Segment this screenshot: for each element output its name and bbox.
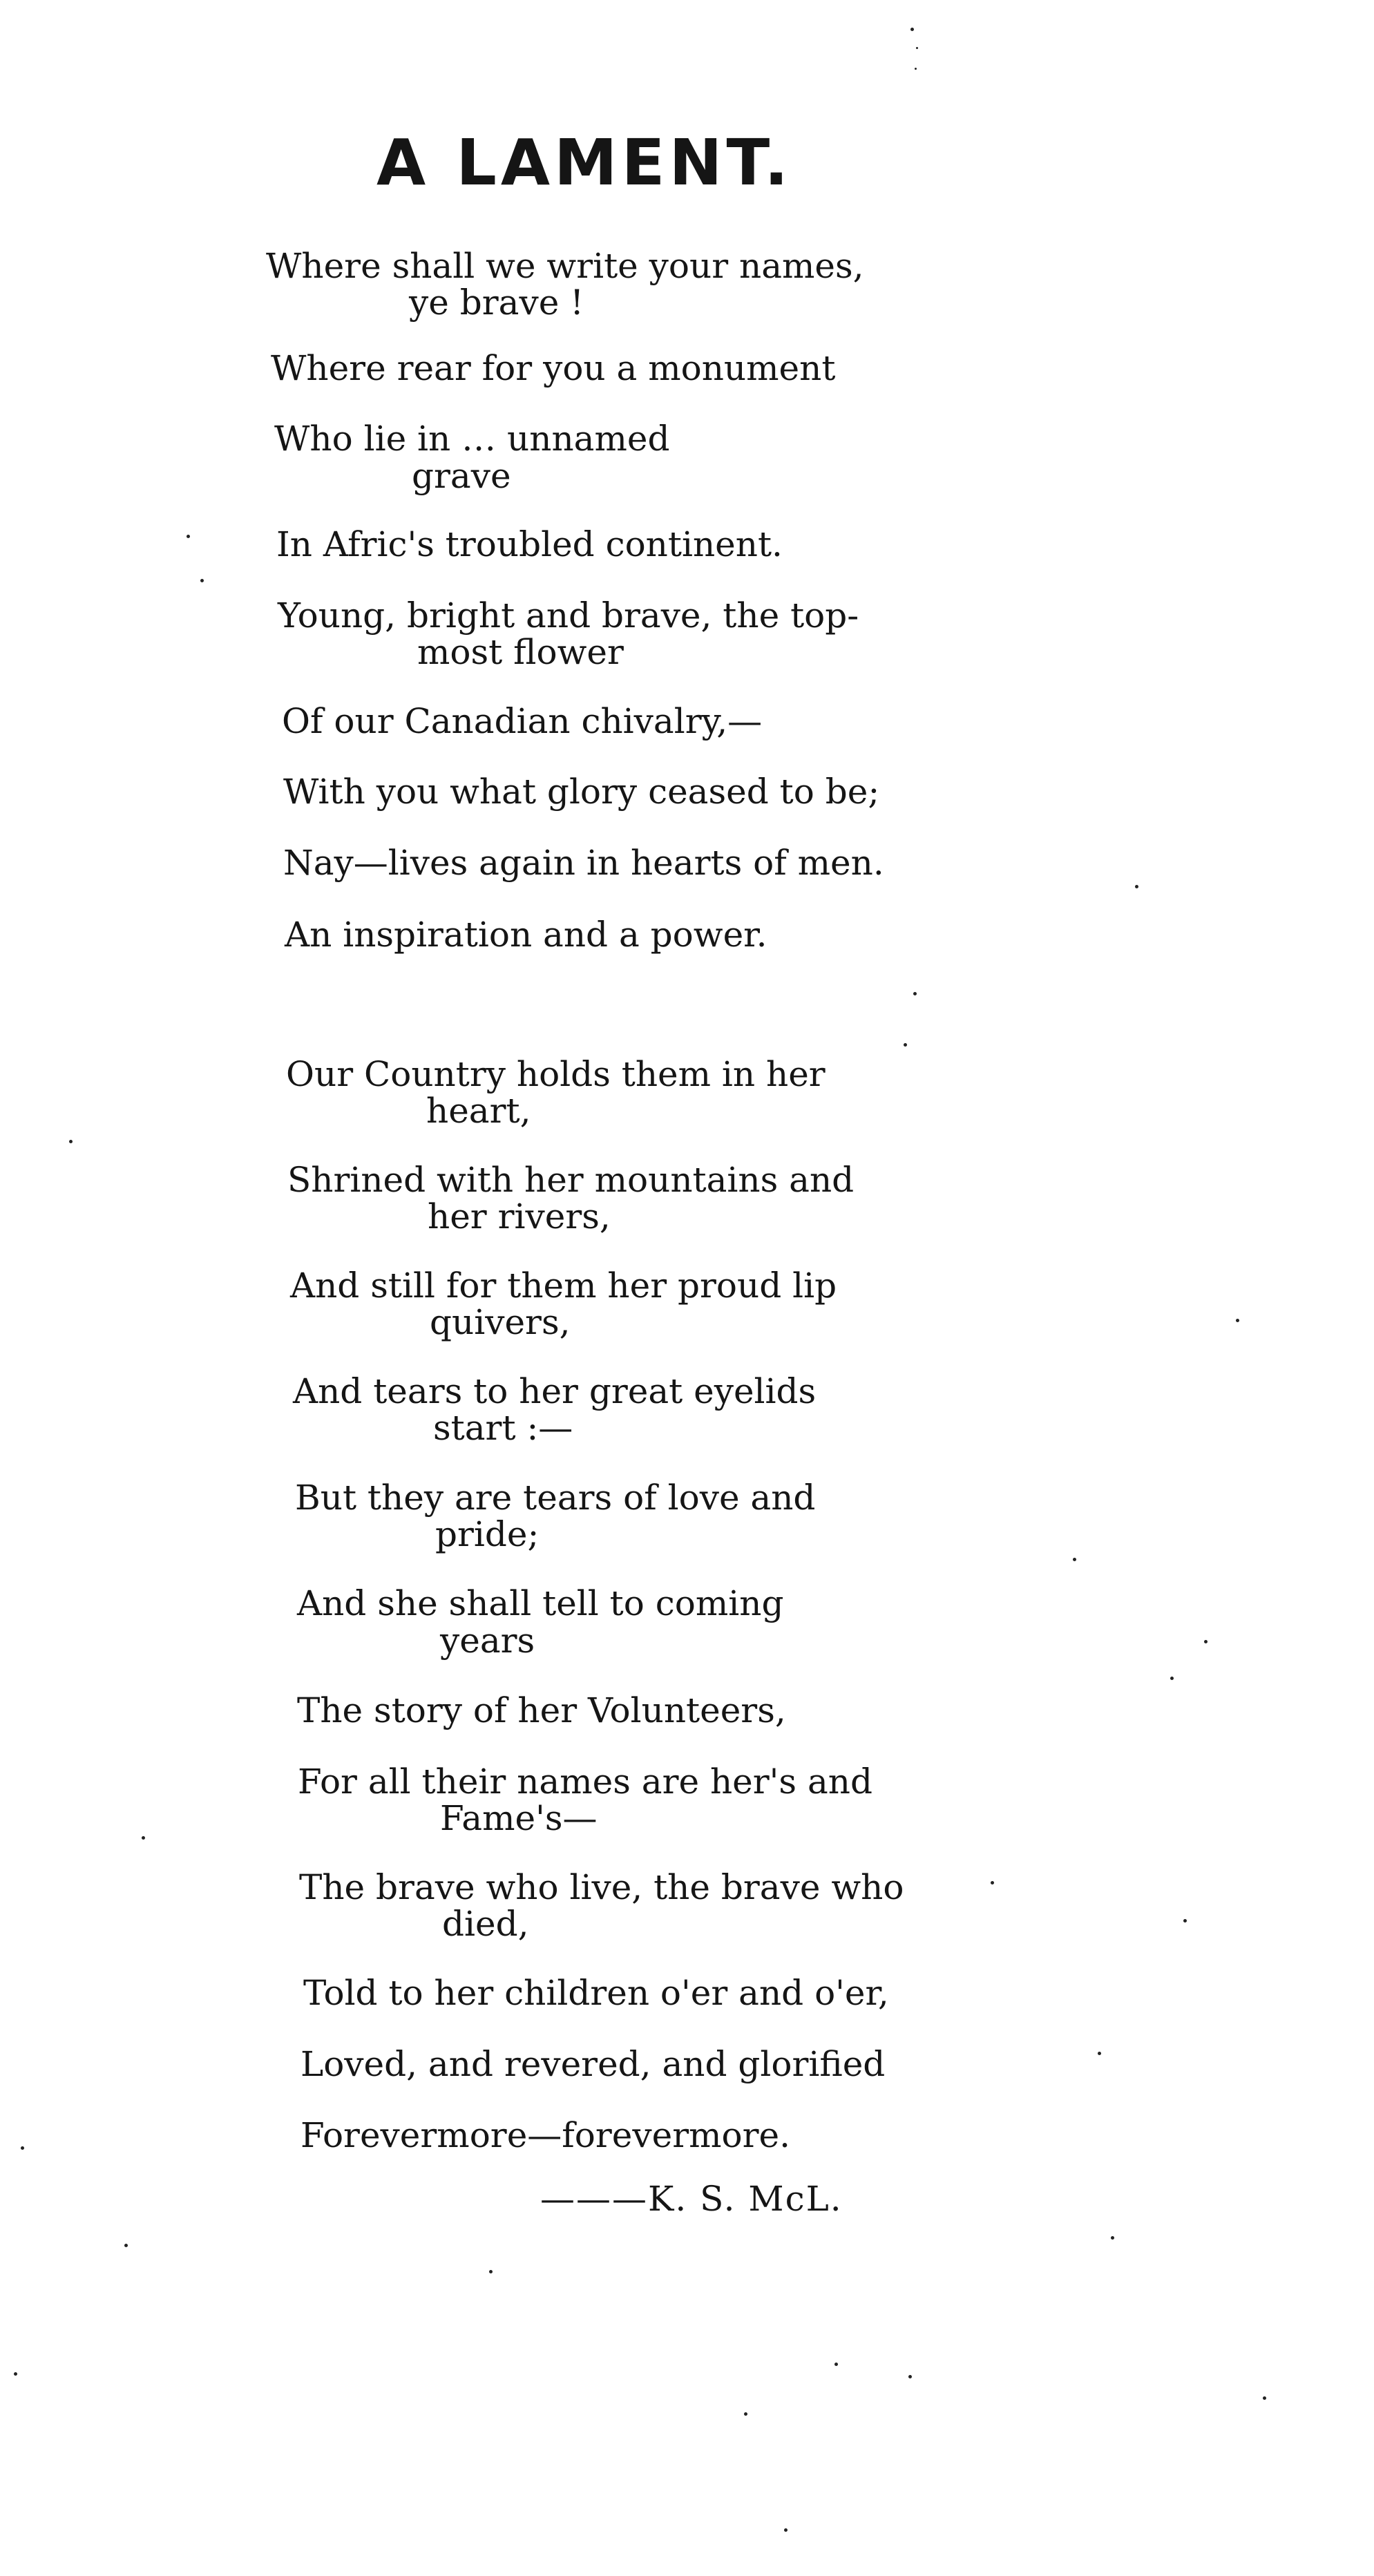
poem-line: With you what glory ceased to be; bbox=[283, 772, 880, 812]
poem-line: And tears to her great eyelids bbox=[293, 1371, 817, 1411]
poem-line: Shrined with her mountains and bbox=[287, 1160, 855, 1200]
poem-line: start :— bbox=[433, 1408, 573, 1448]
poem-line: And she shall tell to coming bbox=[297, 1583, 784, 1623]
poem-line: Who lie in … unnamed bbox=[274, 419, 670, 459]
poem-line: Where shall we write your names, bbox=[266, 246, 864, 286]
poem-line: An inspiration and a power. bbox=[285, 915, 767, 955]
poem-line: grave bbox=[412, 456, 511, 496]
poem-line: Fame's— bbox=[440, 1798, 598, 1838]
poem-line: Where rear for you a monument bbox=[271, 348, 836, 388]
author-signature: ———K. S. McL. bbox=[540, 2179, 843, 2219]
poem-line: But they are tears of love and bbox=[295, 1478, 816, 1518]
poem-line: In Afric's troubled continent. bbox=[276, 524, 783, 564]
poem-line: The story of her Volunteers, bbox=[297, 1690, 786, 1730]
poem-line: died, bbox=[442, 1904, 529, 1944]
poem-line: Nay—lives again in hearts of men. bbox=[283, 843, 884, 883]
poem-title: A LAMENT. bbox=[376, 126, 793, 200]
poem-line: most flower bbox=[417, 632, 624, 672]
poem-line: Loved, and revered, and glorified bbox=[300, 2044, 886, 2084]
poem-line: ye brave ! bbox=[409, 283, 584, 323]
poem-line: The brave who live, the brave who bbox=[299, 1867, 904, 1907]
poem-line: Of our Canadian chivalry,— bbox=[282, 701, 763, 741]
poem-line: quivers, bbox=[430, 1302, 571, 1342]
poem-line: Young, bright and brave, the top- bbox=[278, 595, 859, 636]
poem-line: Our Country holds them in her bbox=[286, 1054, 826, 1094]
poem-line: For all their names are her's and bbox=[298, 1762, 872, 1802]
poem-line: pride; bbox=[435, 1514, 540, 1554]
poem-line: her rivers, bbox=[428, 1196, 611, 1237]
poem-line: heart, bbox=[426, 1091, 531, 1131]
poem-line: years bbox=[440, 1621, 535, 1661]
poem-line: Told to her children o'er and o'er, bbox=[303, 1973, 889, 2013]
poem-line: And still for them her proud lip bbox=[290, 1266, 837, 1306]
poem-line: Forevermore—forevermore. bbox=[300, 2115, 791, 2155]
